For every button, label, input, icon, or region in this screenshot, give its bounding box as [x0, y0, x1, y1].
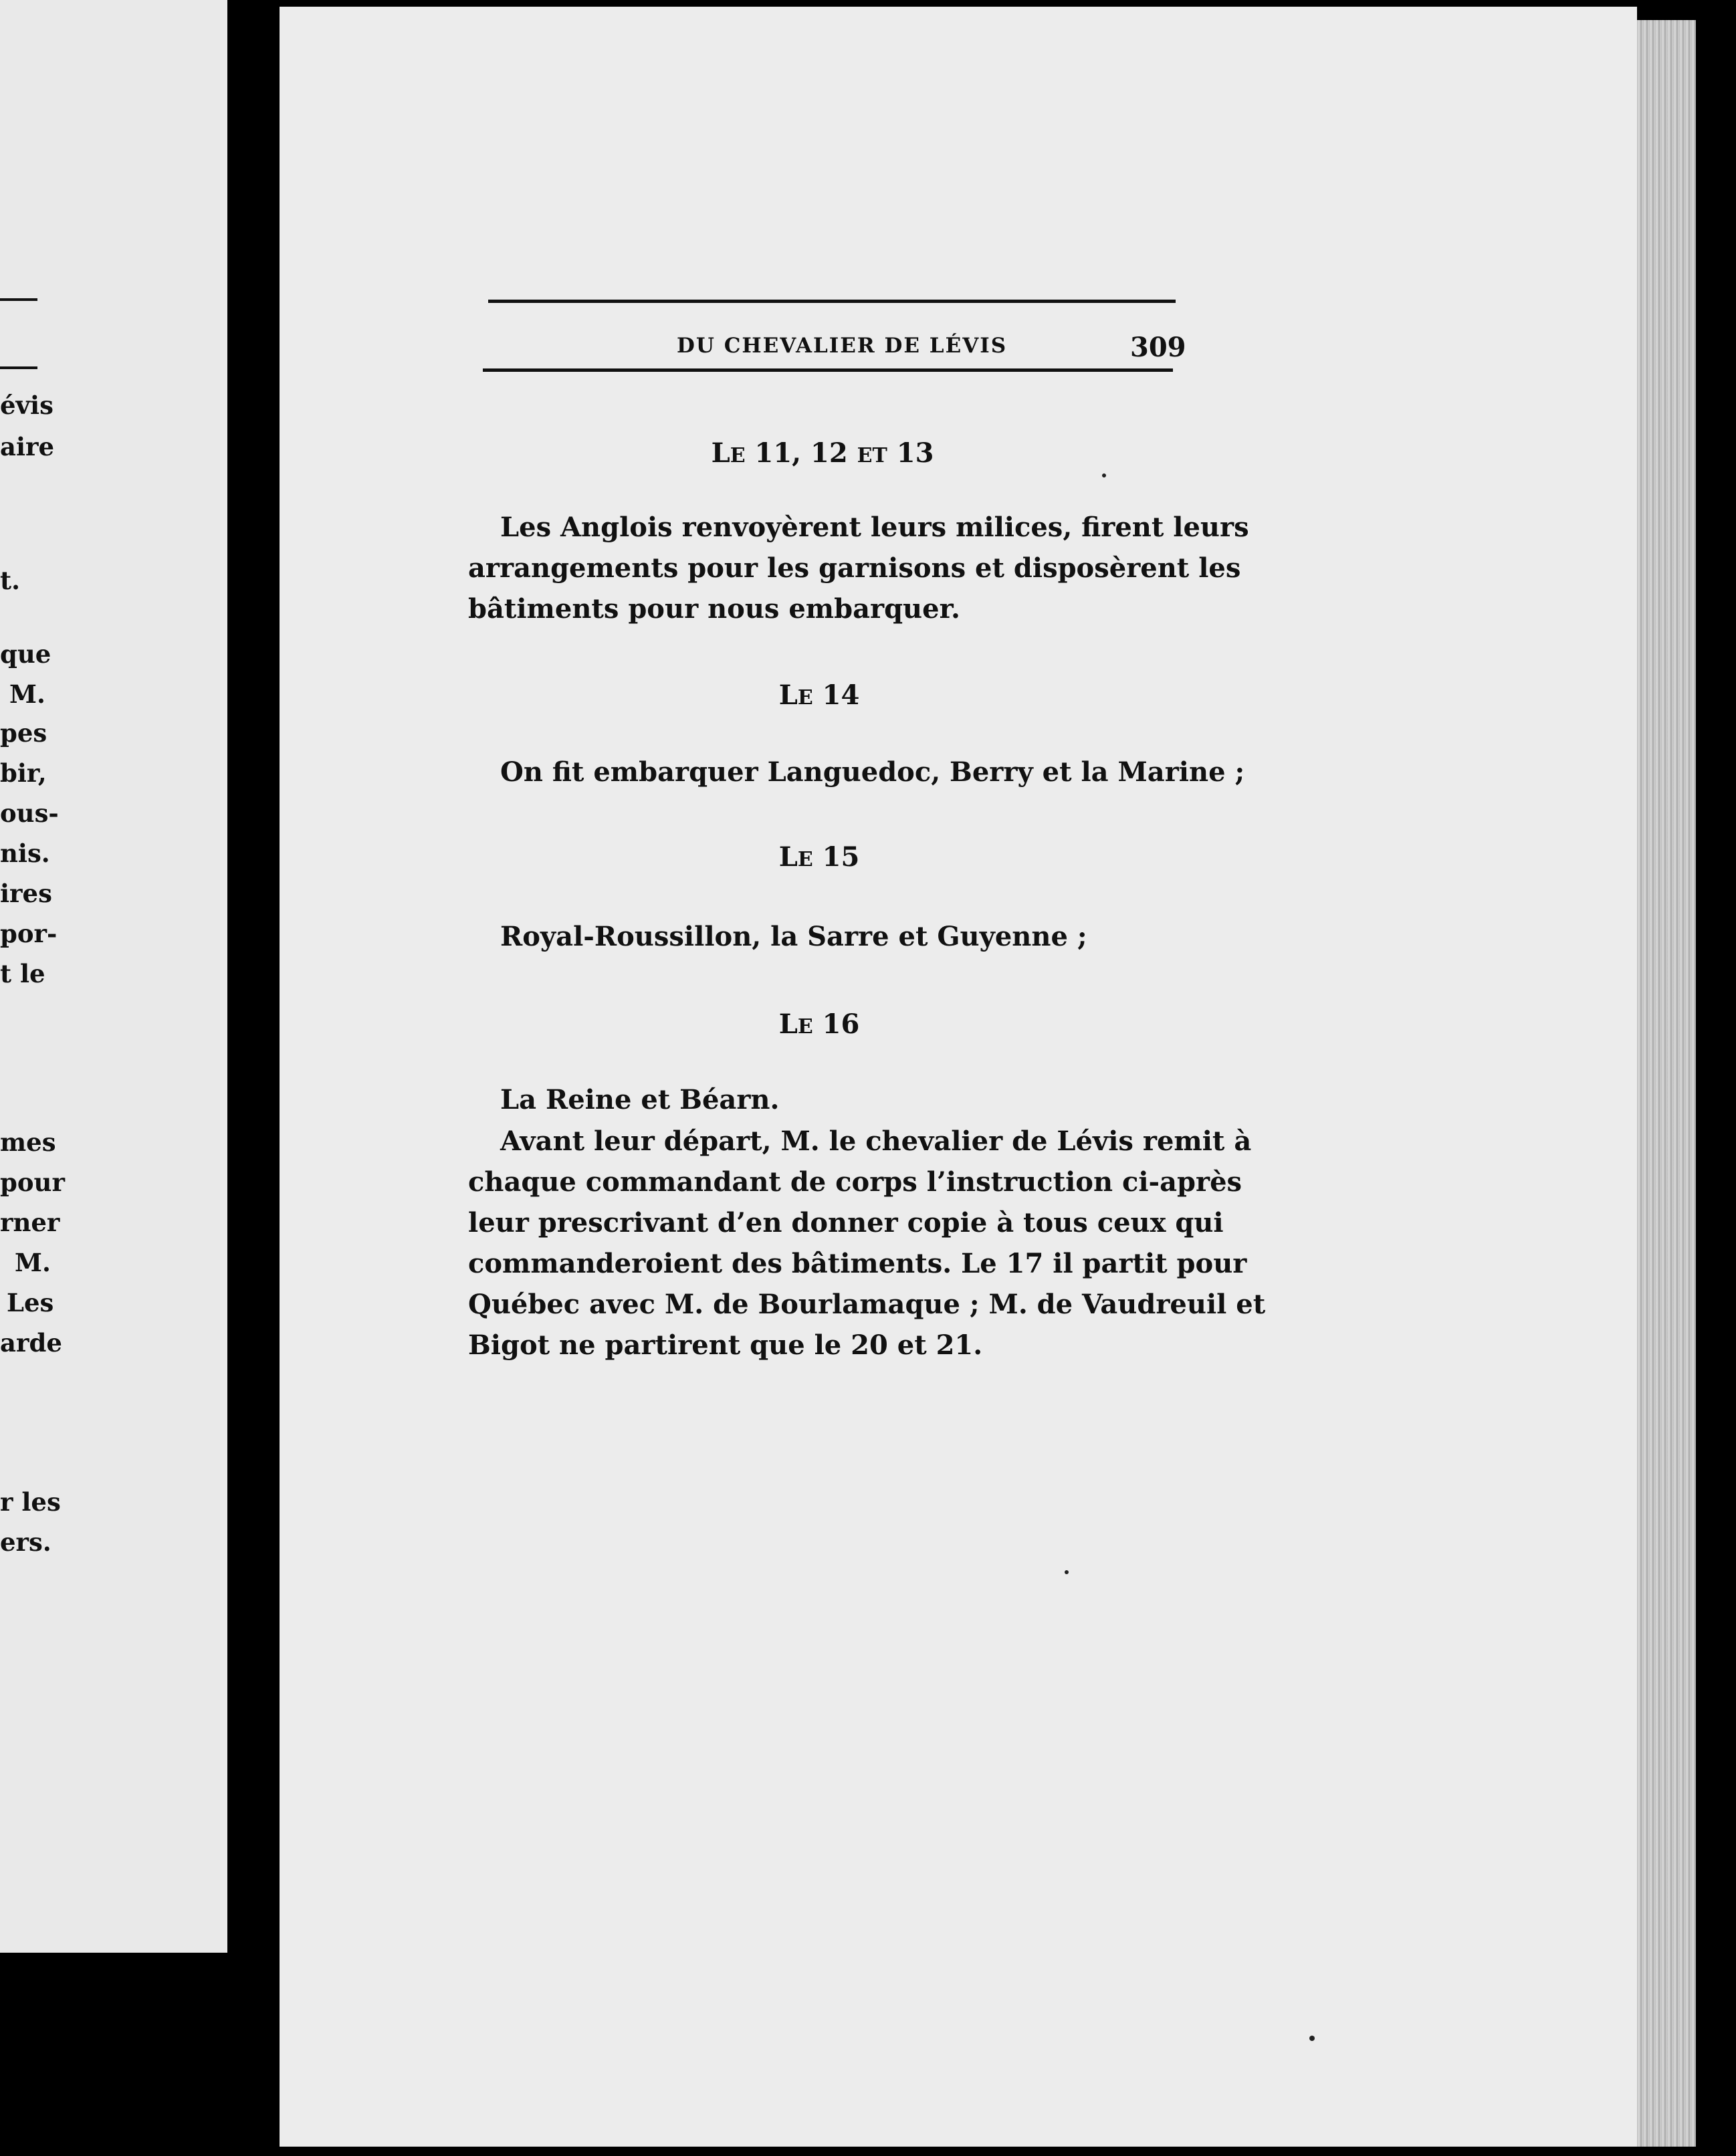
- previous-page-line: t le: [0, 959, 45, 988]
- previous-page-line: M.: [15, 1248, 51, 1277]
- print-speck: [1309, 2036, 1315, 2041]
- previous-page-line: por-: [0, 919, 58, 948]
- text-line: commanderoient des bâtiments. Le 17 il partit pour: [468, 1248, 1247, 1279]
- previous-page-line: rner: [0, 1208, 60, 1237]
- page-number: 309: [1130, 332, 1186, 363]
- section-paragraph: [468, 1079, 1172, 1120]
- previous-page-rule-bottom: [0, 366, 37, 369]
- section-heading: LE 16: [778, 1008, 860, 1040]
- header-rule-top: [488, 300, 1176, 303]
- previous-page-line: que: [0, 639, 51, 669]
- text-line: Royal-Roussillon, la Sarre et Guyenne ;: [500, 921, 1087, 952]
- section-paragraph: [468, 752, 1245, 792]
- text-line: Les Anglois renvoyèrent leurs milices, firent leurs: [500, 512, 1249, 543]
- previous-page-line: ers.: [0, 1527, 51, 1557]
- previous-page-line: bir,: [0, 758, 47, 788]
- previous-page-line: arde: [0, 1328, 62, 1358]
- previous-page-line: nis.: [0, 839, 50, 868]
- previous-page-line: pes: [0, 718, 47, 748]
- text-line: arrangements pour les garnisons et disposèrent les: [468, 552, 1241, 584]
- previous-page-rule-top: [0, 298, 37, 301]
- previous-page-line: t.: [0, 566, 20, 595]
- text-line: leur prescrivant d’en donner copie à tous ceux qui: [468, 1207, 1224, 1238]
- text-line: Québec avec M. de Bourlamaque ; M. de Vaudreuil et: [468, 1289, 1266, 1320]
- text-line: Avant leur départ, M. le chevalier de Lévis remit à: [500, 1125, 1252, 1157]
- text-line: bâtiments pour nous embarquer.: [468, 593, 960, 625]
- text-line: Bigot ne partirent que le 20 et 21.: [468, 1329, 983, 1361]
- previous-page-line: pour: [0, 1168, 65, 1197]
- section-heading: LE 11, 12 ET 13: [711, 437, 934, 469]
- previous-page-line: évis: [0, 391, 53, 420]
- section-heading: LE 14: [778, 679, 860, 711]
- book-page: [280, 7, 1637, 2147]
- previous-page-line: Les: [7, 1288, 54, 1317]
- previous-page-line: ires: [0, 879, 52, 908]
- previous-page-line: mes: [0, 1127, 56, 1157]
- print-speck: [1102, 473, 1106, 477]
- previous-page-line: aire: [0, 432, 55, 461]
- previous-page-line: r les: [0, 1487, 61, 1517]
- text-line: On fit embarquer Languedoc, Berry et la Marine ;: [500, 756, 1245, 788]
- print-speck: [1065, 1570, 1069, 1574]
- previous-page-line: M.: [9, 679, 45, 709]
- header-rule-bottom: [483, 368, 1173, 372]
- section-paragraph: [468, 916, 1172, 957]
- closing-paragraph: [468, 1121, 1266, 1366]
- previous-page-line: ous-: [0, 798, 59, 828]
- previous-page-edge: [0, 0, 227, 1953]
- page-stack-edge: [1637, 20, 1696, 2147]
- section-paragraph: [468, 507, 1249, 629]
- section-heading: LE 15: [778, 841, 860, 873]
- text-line: chaque commandant de corps l’instruction ci-après: [468, 1166, 1242, 1198]
- text-line: La Reine et Béarn.: [500, 1084, 780, 1115]
- running-head: DU CHEVALIER DE LÉVIS: [677, 334, 1008, 358]
